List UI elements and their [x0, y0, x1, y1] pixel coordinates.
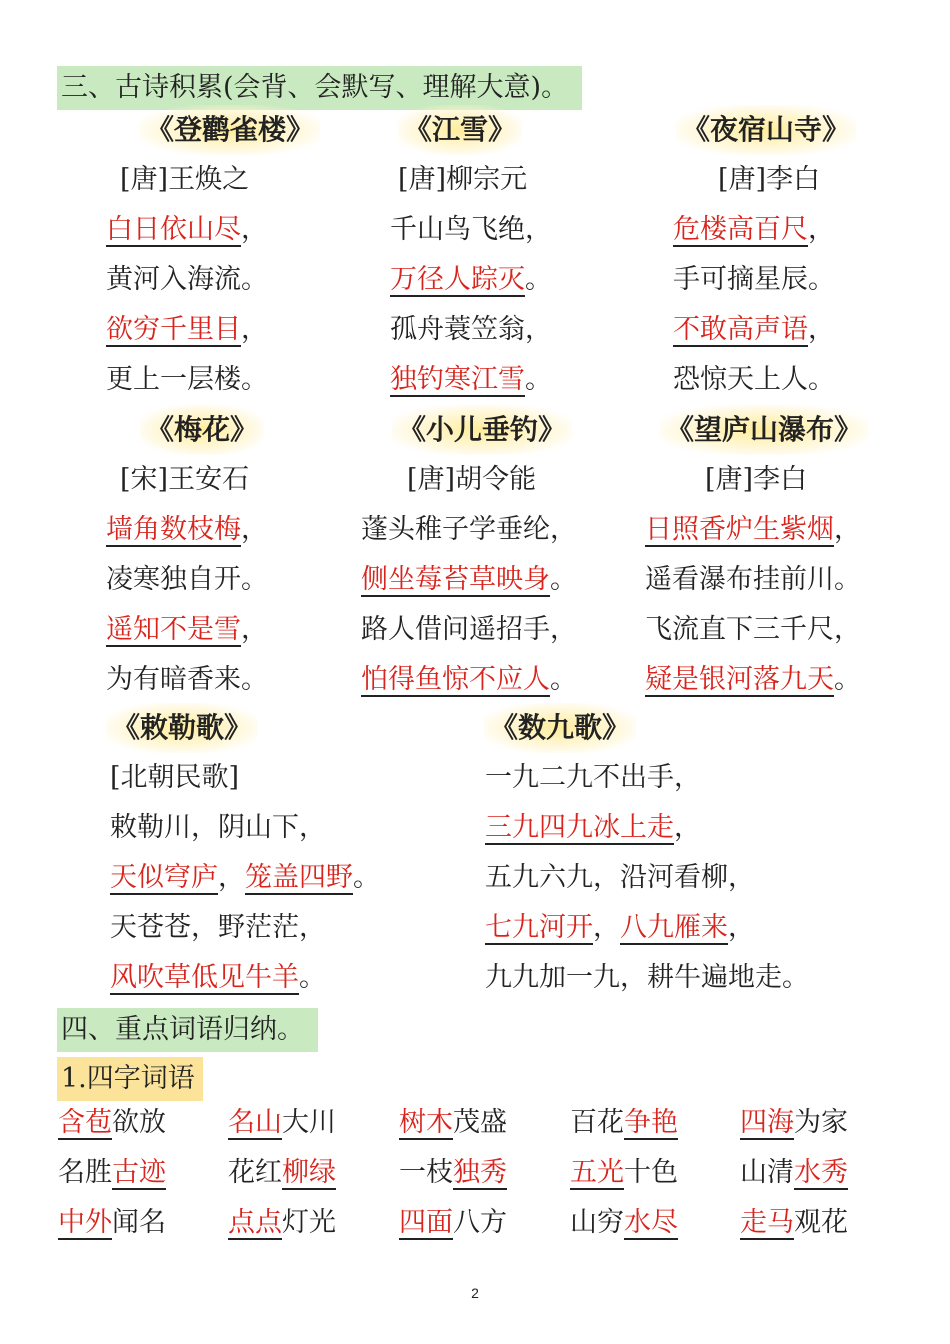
- word-text: 欲放: [112, 1107, 166, 1138]
- poem-author: [唐]胡令能: [407, 464, 537, 495]
- punct: 。: [299, 962, 326, 993]
- poem-line: [390, 255, 552, 305]
- poem-line: [361, 655, 577, 705]
- word-text: 茂盛: [453, 1107, 507, 1138]
- answer-text: 天似穹庐: [110, 862, 218, 893]
- answer-text: 点点: [228, 1207, 282, 1238]
- word-text: 名胜: [58, 1157, 112, 1188]
- punct: ，: [834, 514, 861, 545]
- punct: ，: [808, 214, 835, 245]
- poem-line: [106, 505, 268, 555]
- answer-text: 白日依山尽: [106, 214, 241, 245]
- poem-line: [361, 605, 577, 655]
- poem-title-shujiu: 《数九歌》: [484, 703, 636, 753]
- poem-line: [390, 305, 552, 355]
- poem-line: [361, 555, 577, 605]
- word-text: 八方: [453, 1207, 507, 1238]
- line-text: 恐惊天上人。: [673, 364, 835, 395]
- four-char-word: [399, 1198, 507, 1248]
- four-char-word: [58, 1148, 166, 1198]
- punct: 。: [353, 862, 380, 893]
- poem-title: 《望庐山瀑布》: [660, 405, 868, 455]
- four-char-word: [570, 1198, 678, 1248]
- poem-line: [673, 305, 835, 355]
- poem-author: [唐]李白: [705, 464, 808, 495]
- line-text: 更上一层楼。: [106, 364, 268, 395]
- four-char-word: [228, 1198, 336, 1248]
- four-char-word: [399, 1148, 507, 1198]
- poem-author: [宋]王安石: [120, 464, 250, 495]
- answer-text: 笼盖四野: [245, 862, 353, 893]
- poem-title: 《登鹳雀楼》: [140, 105, 320, 155]
- answer-text: 七九河开: [485, 912, 593, 943]
- answer-text: 万径人踪灭: [390, 264, 525, 295]
- answer-text: 四面: [399, 1207, 453, 1238]
- poem-line: [106, 255, 268, 305]
- answer-text: 树木: [399, 1107, 453, 1138]
- poem-line: [390, 205, 552, 255]
- section-3-heading: 三、古诗积累(会背、会默写、理解大意)。: [57, 66, 582, 110]
- poem-line: [673, 255, 835, 305]
- word-text: 闻名: [112, 1207, 166, 1238]
- punct: ，: [218, 862, 245, 893]
- answer-text: 独钓寒江雪: [390, 364, 525, 395]
- line-text: 为有暗香来。: [106, 664, 268, 695]
- poem-line: [106, 355, 268, 405]
- poem-line: [645, 605, 861, 655]
- four-char-word: [399, 1098, 507, 1148]
- punct: ，: [728, 912, 755, 943]
- answer-text: 疑是银河落九天: [645, 664, 834, 695]
- answer-text: 含苞: [58, 1107, 112, 1138]
- poem-author: [唐]柳宗元: [398, 164, 528, 195]
- poem-line: [106, 305, 268, 355]
- poem-line: 五九六九，沿河看柳，: [485, 862, 755, 893]
- punct: 。: [525, 264, 552, 295]
- answer-text: 走马: [740, 1207, 794, 1238]
- word-text: 山清: [740, 1157, 794, 1188]
- punct: ，: [593, 912, 620, 943]
- answer-text: 风吹草低见牛羊: [110, 962, 299, 993]
- four-char-word: [740, 1198, 848, 1248]
- poem-title: 《梅花》: [140, 405, 264, 455]
- poem-line: [106, 655, 268, 705]
- answer-text: 柳绿: [282, 1157, 336, 1188]
- poem-line: 九九加一九，耕牛遍地走。: [485, 962, 809, 993]
- poem-line: [645, 505, 861, 555]
- punct: ，: [241, 514, 268, 545]
- poem-line: [485, 803, 701, 853]
- answer-text: 危楼高百尺: [673, 214, 808, 245]
- poem-title: 《夜宿山寺》: [676, 105, 856, 155]
- poem-title: 《小儿垂钓》: [392, 405, 572, 455]
- four-char-word: [58, 1198, 166, 1248]
- punct: ，: [241, 214, 268, 245]
- answer-text: 怕得鱼惊不应人: [361, 664, 550, 695]
- answer-text: 欲穷千里目: [106, 314, 241, 345]
- punct: ，: [808, 314, 835, 345]
- line-text: 孤舟蓑笠翁，: [390, 314, 552, 345]
- answer-text: 古迹: [112, 1157, 166, 1188]
- poem-line: 天苍苍，野茫茫，: [110, 912, 326, 943]
- line-text: 遥看瀑布挂前川。: [645, 564, 861, 595]
- line-text: 飞流直下三千尺，: [645, 614, 861, 645]
- answer-text: 不敢高声语: [673, 314, 808, 345]
- punct: 。: [550, 564, 577, 595]
- answer-text: 三九四九冰上走: [485, 812, 674, 843]
- poem-line: [645, 655, 861, 705]
- four-char-word: [570, 1148, 678, 1198]
- answer-text: 墙角数枝梅: [106, 514, 241, 545]
- four-char-word: [228, 1148, 336, 1198]
- answer-text: 独秀: [453, 1157, 507, 1188]
- word-text: 灯光: [282, 1207, 336, 1238]
- poem-title: 《江雪》: [398, 105, 522, 155]
- poem-title-chile: 《敕勒歌》: [106, 703, 258, 753]
- line-text: 黄河入海流。: [106, 264, 268, 295]
- poem-line: [673, 355, 835, 405]
- line-text: 千山鸟飞绝，: [390, 214, 552, 245]
- poem-line: [390, 355, 552, 405]
- answer-text: 争艳: [624, 1107, 678, 1138]
- poem-author: [唐]李白: [718, 164, 821, 195]
- word-text: 花红: [228, 1157, 282, 1188]
- line-text: 手可摘星辰。: [673, 264, 835, 295]
- poem-line: 一九二九不出手，: [485, 762, 701, 793]
- word-text: 百花: [570, 1107, 624, 1138]
- poem-line: [673, 205, 835, 255]
- poem-author-chile: [北朝民歌]: [110, 762, 240, 793]
- answer-text: 水尽: [624, 1207, 678, 1238]
- poem-line: [110, 953, 326, 1003]
- section-4-heading: 四、重点词语归纳。: [57, 1008, 318, 1052]
- line-text: 路人借问遥招手，: [361, 614, 577, 645]
- word-text: 为家: [794, 1107, 848, 1138]
- answer-text: 日照香炉生紫烟: [645, 514, 834, 545]
- answer-text: 中外: [58, 1207, 112, 1238]
- answer-text: 侧坐莓苔草映身: [361, 564, 550, 595]
- poem-line: [110, 853, 380, 903]
- poem-line: 敕勒川，阴山下，: [110, 812, 326, 843]
- poem-author: [唐]王焕之: [120, 164, 250, 195]
- poem-line: [106, 205, 268, 255]
- poem-line: [361, 505, 577, 555]
- punct: 。: [834, 664, 861, 695]
- punct: 。: [550, 664, 577, 695]
- punct: ，: [241, 614, 268, 645]
- answer-text: 四海: [740, 1107, 794, 1138]
- answer-text: 八九雁来: [620, 912, 728, 943]
- line-text: 凌寒独自开。: [106, 564, 268, 595]
- four-char-word: [58, 1098, 166, 1148]
- page-number: 2: [471, 1285, 479, 1301]
- word-text: 十色: [624, 1157, 678, 1188]
- four-char-word: [228, 1098, 336, 1148]
- word-text: 一枝: [399, 1157, 453, 1188]
- poem-line: [645, 555, 861, 605]
- punct: 。: [525, 364, 552, 395]
- answer-text: 水秀: [794, 1157, 848, 1188]
- word-text: 山穷: [570, 1207, 624, 1238]
- line-text: 蓬头稚子学垂纶，: [361, 514, 577, 545]
- four-char-word: [570, 1098, 678, 1148]
- answer-text: 五光: [570, 1157, 624, 1188]
- punct: ，: [674, 812, 701, 843]
- answer-text: 名山: [228, 1107, 282, 1138]
- word-text: 大川: [282, 1107, 336, 1138]
- four-char-word: [740, 1148, 848, 1198]
- subsection-heading-four-char-words: 1.四字词语: [57, 1057, 203, 1101]
- poem-line: [106, 605, 268, 655]
- four-char-word: [740, 1098, 848, 1148]
- answer-text: 遥知不是雪: [106, 614, 241, 645]
- punct: ，: [241, 314, 268, 345]
- poem-line: [106, 555, 268, 605]
- poem-line: [485, 903, 755, 953]
- word-text: 观花: [794, 1207, 848, 1238]
